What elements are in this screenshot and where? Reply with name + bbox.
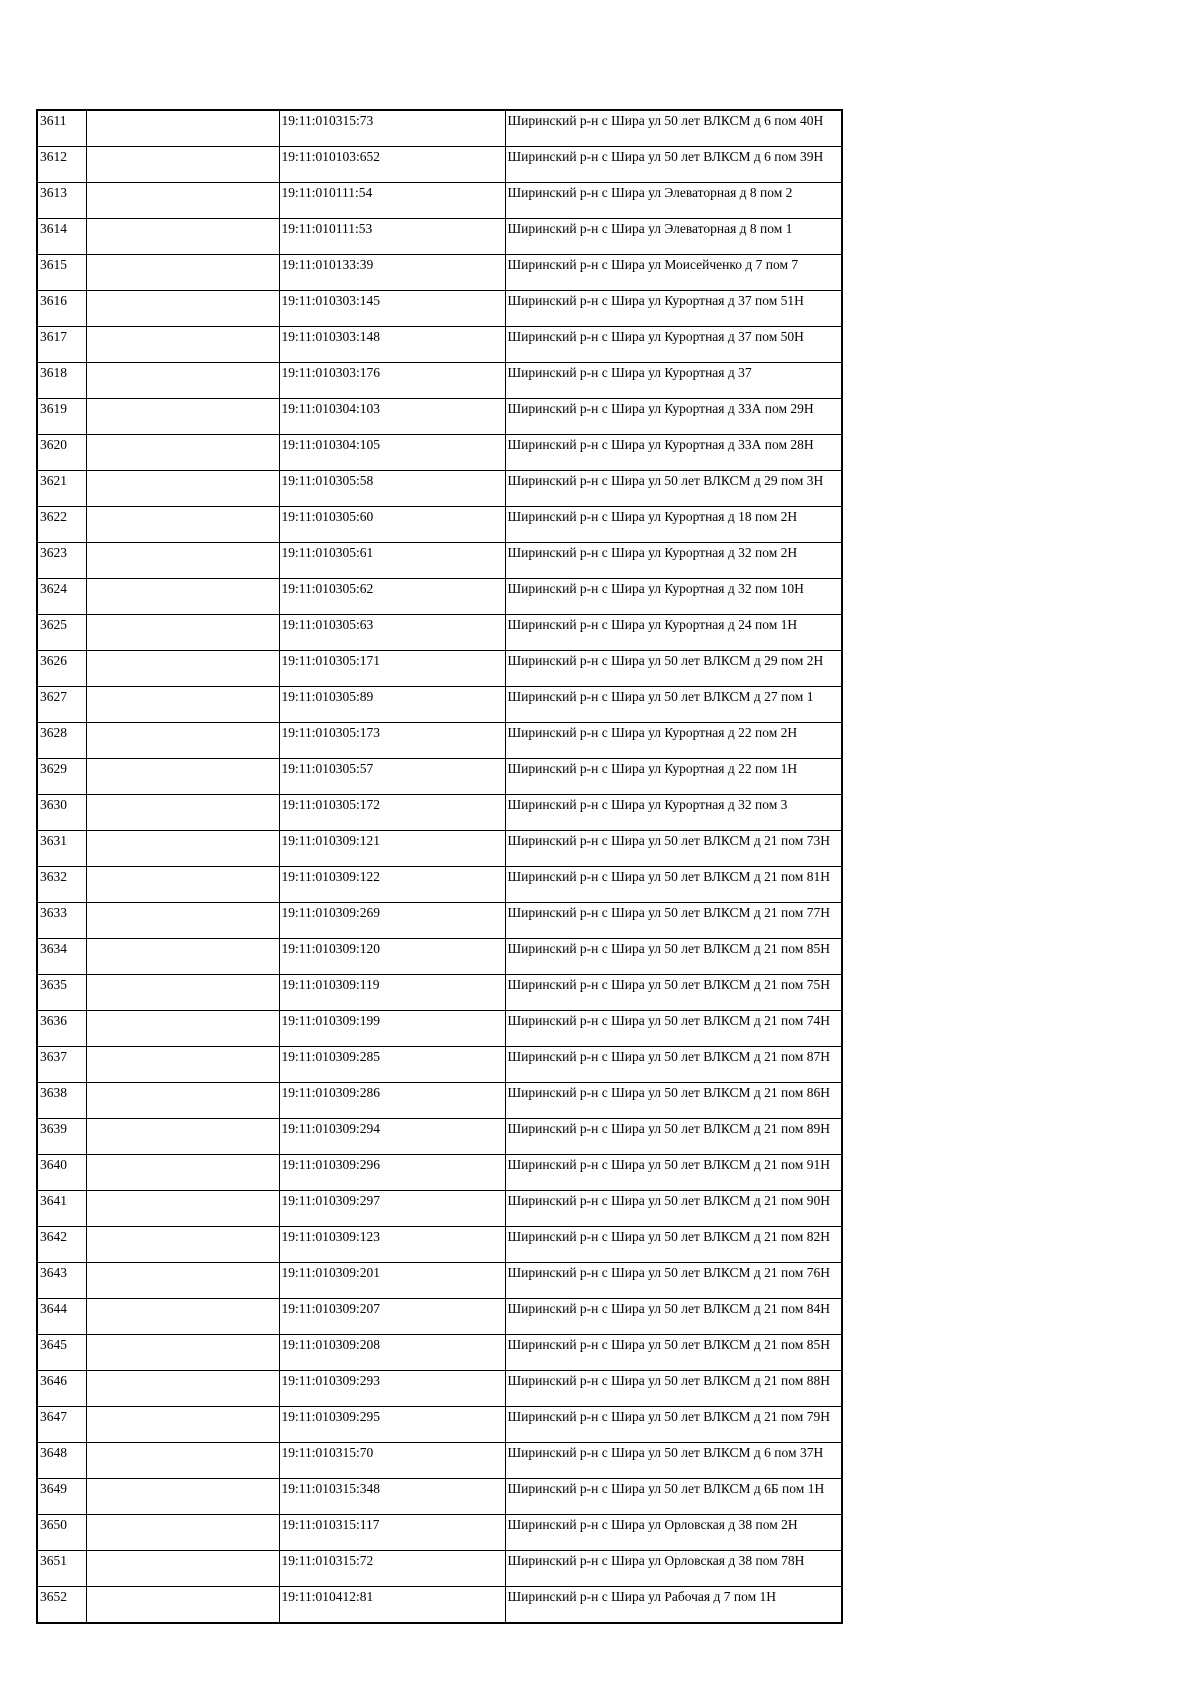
property-table [36, 109, 843, 1624]
address-cell: Ширинский р-н с Шира ул 50 лет ВЛКСМ д 27 пом 1 [505, 687, 842, 723]
address-cell: Ширинский р-н с Шира ул 50 лет ВЛКСМ д 21 пом 89Н [505, 1119, 842, 1155]
address-cell: Ширинский р-н с Шира ул 50 лет ВЛКСМ д 6 пом 37Н [505, 1443, 842, 1479]
table-row [37, 291, 842, 327]
empty-cell [86, 1551, 279, 1587]
row-number-cell: 3651 [37, 1551, 86, 1587]
table-row [37, 759, 842, 795]
table-row [37, 435, 842, 471]
row-number-cell: 3628 [37, 723, 86, 759]
table-row [37, 1551, 842, 1587]
row-number-cell: 3640 [37, 1155, 86, 1191]
table-row [37, 1083, 842, 1119]
row-number-cell: 3649 [37, 1479, 86, 1515]
empty-cell [86, 1515, 279, 1551]
row-number-cell: 3614 [37, 219, 86, 255]
address-cell: Ширинский р-н с Шира ул Курортная д 18 пом 2Н [505, 507, 842, 543]
table-row [37, 1587, 842, 1624]
address-cell: Ширинский р-н с Шира ул Орловская д 38 пом 2Н [505, 1515, 842, 1551]
table-row [37, 1407, 842, 1443]
cadastral-number-cell: 19:11:010303:176 [279, 363, 505, 399]
address-cell: Ширинский р-н с Шира ул Элеваторная д 8 пом 2 [505, 183, 842, 219]
address-cell: Ширинский р-н с Шира ул 50 лет ВЛКСМ д 21 пом 86Н [505, 1083, 842, 1119]
row-number-cell: 3639 [37, 1119, 86, 1155]
cadastral-number-cell: 19:11:010305:61 [279, 543, 505, 579]
empty-cell [86, 435, 279, 471]
empty-cell [86, 507, 279, 543]
cadastral-number-cell: 19:11:010315:72 [279, 1551, 505, 1587]
row-number-cell: 3626 [37, 651, 86, 687]
empty-cell [86, 291, 279, 327]
cadastral-number-cell: 19:11:010412:81 [279, 1587, 505, 1624]
empty-cell [86, 1371, 279, 1407]
row-number-cell: 3644 [37, 1299, 86, 1335]
table-row [37, 867, 842, 903]
table-row [37, 543, 842, 579]
row-number-cell: 3611 [37, 110, 86, 147]
address-cell: Ширинский р-н с Шира ул Курортная д 37 пом 50Н [505, 327, 842, 363]
empty-cell [86, 1047, 279, 1083]
address-cell: Ширинский р-н с Шира ул 50 лет ВЛКСМ д 21 пом 82Н [505, 1227, 842, 1263]
table-row [37, 579, 842, 615]
address-cell: Ширинский р-н с Шира ул 50 лет ВЛКСМ д 6 пом 39Н [505, 147, 842, 183]
cadastral-number-cell: 19:11:010111:53 [279, 219, 505, 255]
row-number-cell: 3648 [37, 1443, 86, 1479]
cadastral-number-cell: 19:11:010303:145 [279, 291, 505, 327]
address-cell: Ширинский р-н с Шира ул 50 лет ВЛКСМ д 21 пом 79Н [505, 1407, 842, 1443]
empty-cell [86, 831, 279, 867]
cadastral-number-cell: 19:11:010309:122 [279, 867, 505, 903]
row-number-cell: 3627 [37, 687, 86, 723]
empty-cell [86, 1407, 279, 1443]
empty-cell [86, 867, 279, 903]
row-number-cell: 3635 [37, 975, 86, 1011]
cadastral-number-cell: 19:11:010309:285 [279, 1047, 505, 1083]
row-number-cell: 3650 [37, 1515, 86, 1551]
cadastral-number-cell: 19:11:010111:54 [279, 183, 505, 219]
address-cell: Ширинский р-н с Шира ул 50 лет ВЛКСМ д 6Б пом 1Н [505, 1479, 842, 1515]
cadastral-number-cell: 19:11:010309:207 [279, 1299, 505, 1335]
empty-cell [86, 975, 279, 1011]
address-cell: Ширинский р-н с Шира ул Рабочая д 7 пом 1Н [505, 1587, 842, 1624]
empty-cell [86, 1155, 279, 1191]
table-row [37, 327, 842, 363]
row-number-cell: 3646 [37, 1371, 86, 1407]
empty-cell [86, 615, 279, 651]
address-cell: Ширинский р-н с Шира ул 50 лет ВЛКСМ д 21 пом 85Н [505, 1335, 842, 1371]
cadastral-number-cell: 19:11:010309:294 [279, 1119, 505, 1155]
table-row [37, 1047, 842, 1083]
cadastral-number-cell: 19:11:010309:199 [279, 1011, 505, 1047]
cadastral-number-cell: 19:11:010315:348 [279, 1479, 505, 1515]
cadastral-number-cell: 19:11:010315:117 [279, 1515, 505, 1551]
row-number-cell: 3622 [37, 507, 86, 543]
cadastral-number-cell: 19:11:010309:121 [279, 831, 505, 867]
cadastral-number-cell: 19:11:010305:172 [279, 795, 505, 831]
row-number-cell: 3618 [37, 363, 86, 399]
table-row [37, 1479, 842, 1515]
table-row [37, 1443, 842, 1479]
empty-cell [86, 147, 279, 183]
row-number-cell: 3619 [37, 399, 86, 435]
row-number-cell: 3630 [37, 795, 86, 831]
row-number-cell: 3636 [37, 1011, 86, 1047]
table-row [37, 471, 842, 507]
empty-cell [86, 255, 279, 291]
table-row [37, 1227, 842, 1263]
cadastral-number-cell: 19:11:010304:103 [279, 399, 505, 435]
table-row [37, 651, 842, 687]
address-cell: Ширинский р-н с Шира ул 50 лет ВЛКСМ д 21 пом 88Н [505, 1371, 842, 1407]
address-cell: Ширинский р-н с Шира ул Курортная д 24 пом 1Н [505, 615, 842, 651]
cadastral-number-cell: 19:11:010133:39 [279, 255, 505, 291]
row-number-cell: 3625 [37, 615, 86, 651]
address-cell: Ширинский р-н с Шира ул 50 лет ВЛКСМ д 29 пом 2Н [505, 651, 842, 687]
address-cell: Ширинский р-н с Шира ул Курортная д 37 пом 51Н [505, 291, 842, 327]
row-number-cell: 3615 [37, 255, 86, 291]
empty-cell [86, 363, 279, 399]
row-number-cell: 3631 [37, 831, 86, 867]
empty-cell [86, 579, 279, 615]
cadastral-number-cell: 19:11:010309:296 [279, 1155, 505, 1191]
cadastral-number-cell: 19:11:010309:295 [279, 1407, 505, 1443]
table-row [37, 399, 842, 435]
row-number-cell: 3624 [37, 579, 86, 615]
table-row [37, 255, 842, 291]
row-number-cell: 3634 [37, 939, 86, 975]
cadastral-number-cell: 19:11:010315:73 [279, 110, 505, 147]
table-row [37, 687, 842, 723]
table-row [37, 183, 842, 219]
table-row [37, 1191, 842, 1227]
table-row [37, 1335, 842, 1371]
empty-cell [86, 1191, 279, 1227]
cadastral-number-cell: 19:11:010103:652 [279, 147, 505, 183]
empty-cell [86, 471, 279, 507]
empty-cell [86, 183, 279, 219]
row-number-cell: 3642 [37, 1227, 86, 1263]
address-cell: Ширинский р-н с Шира ул 50 лет ВЛКСМ д 21 пом 85Н [505, 939, 842, 975]
empty-cell [86, 1479, 279, 1515]
table-row [37, 1119, 842, 1155]
address-cell: Ширинский р-н с Шира ул 50 лет ВЛКСМ д 21 пом 75Н [505, 975, 842, 1011]
empty-cell [86, 1335, 279, 1371]
empty-cell [86, 903, 279, 939]
address-cell: Ширинский р-н с Шира ул 50 лет ВЛКСМ д 21 пом 74Н [505, 1011, 842, 1047]
cadastral-number-cell: 19:11:010309:208 [279, 1335, 505, 1371]
row-number-cell: 3629 [37, 759, 86, 795]
empty-cell [86, 1227, 279, 1263]
address-cell: Ширинский р-н с Шира ул Курортная д 32 пом 3 [505, 795, 842, 831]
row-number-cell: 3638 [37, 1083, 86, 1119]
empty-cell [86, 110, 279, 147]
cadastral-number-cell: 19:11:010305:63 [279, 615, 505, 651]
address-cell: Ширинский р-н с Шира ул Курортная д 37 [505, 363, 842, 399]
cadastral-number-cell: 19:11:010305:60 [279, 507, 505, 543]
row-number-cell: 3621 [37, 471, 86, 507]
cadastral-number-cell: 19:11:010309:201 [279, 1263, 505, 1299]
address-cell: Ширинский р-н с Шира ул 50 лет ВЛКСМ д 21 пом 90Н [505, 1191, 842, 1227]
table-row [37, 147, 842, 183]
row-number-cell: 3633 [37, 903, 86, 939]
row-number-cell: 3623 [37, 543, 86, 579]
address-cell: Ширинский р-н с Шира ул 50 лет ВЛКСМ д 21 пом 77Н [505, 903, 842, 939]
address-cell: Ширинский р-н с Шира ул 50 лет ВЛКСМ д 21 пом 73Н [505, 831, 842, 867]
table-row [37, 1299, 842, 1335]
table-row [37, 1263, 842, 1299]
cadastral-number-cell: 19:11:010309:269 [279, 903, 505, 939]
row-number-cell: 3632 [37, 867, 86, 903]
empty-cell [86, 651, 279, 687]
address-cell: Ширинский р-н с Шира ул Курортная д 32 пом 2Н [505, 543, 842, 579]
address-cell: Ширинский р-н с Шира ул 50 лет ВЛКСМ д 29 пом 3Н [505, 471, 842, 507]
empty-cell [86, 687, 279, 723]
address-cell: Ширинский р-н с Шира ул Курортная д 22 пом 2Н [505, 723, 842, 759]
row-number-cell: 3637 [37, 1047, 86, 1083]
address-cell: Ширинский р-н с Шира ул Орловская д 38 пом 78Н [505, 1551, 842, 1587]
address-cell: Ширинский р-н с Шира ул 50 лет ВЛКСМ д 6 пом 40Н [505, 110, 842, 147]
address-cell: Ширинский р-н с Шира ул Курортная д 22 пом 1Н [505, 759, 842, 795]
table-row [37, 903, 842, 939]
cadastral-number-cell: 19:11:010305:57 [279, 759, 505, 795]
row-number-cell: 3645 [37, 1335, 86, 1371]
cadastral-number-cell: 19:11:010305:173 [279, 723, 505, 759]
empty-cell [86, 1299, 279, 1335]
table-row [37, 795, 842, 831]
row-number-cell: 3620 [37, 435, 86, 471]
table-row [37, 1011, 842, 1047]
table-row [37, 723, 842, 759]
empty-cell [86, 543, 279, 579]
row-number-cell: 3641 [37, 1191, 86, 1227]
row-number-cell: 3612 [37, 147, 86, 183]
cadastral-number-cell: 19:11:010309:293 [279, 1371, 505, 1407]
empty-cell [86, 759, 279, 795]
empty-cell [86, 1587, 279, 1624]
property-table-body [37, 110, 842, 1623]
row-number-cell: 3652 [37, 1587, 86, 1624]
table-row [37, 1515, 842, 1551]
address-cell: Ширинский р-н с Шира ул Курортная д 33А пом 28Н [505, 435, 842, 471]
address-cell: Ширинский р-н с Шира ул 50 лет ВЛКСМ д 21 пом 81Н [505, 867, 842, 903]
empty-cell [86, 327, 279, 363]
address-cell: Ширинский р-н с Шира ул 50 лет ВЛКСМ д 21 пом 76Н [505, 1263, 842, 1299]
cadastral-number-cell: 19:11:010305:58 [279, 471, 505, 507]
empty-cell [86, 1011, 279, 1047]
address-cell: Ширинский р-н с Шира ул 50 лет ВЛКСМ д 21 пом 91Н [505, 1155, 842, 1191]
empty-cell [86, 723, 279, 759]
empty-cell [86, 1263, 279, 1299]
cadastral-number-cell: 19:11:010305:62 [279, 579, 505, 615]
address-cell: Ширинский р-н с Шира ул Курортная д 33А пом 29Н [505, 399, 842, 435]
cadastral-number-cell: 19:11:010309:119 [279, 975, 505, 1011]
cadastral-number-cell: 19:11:010309:286 [279, 1083, 505, 1119]
empty-cell [86, 219, 279, 255]
table-row [37, 1371, 842, 1407]
table-row [37, 831, 842, 867]
address-cell: Ширинский р-н с Шира ул 50 лет ВЛКСМ д 21 пом 84Н [505, 1299, 842, 1335]
empty-cell [86, 939, 279, 975]
row-number-cell: 3647 [37, 1407, 86, 1443]
cadastral-number-cell: 19:11:010309:297 [279, 1191, 505, 1227]
address-cell: Ширинский р-н с Шира ул Моисейченко д 7 пом 7 [505, 255, 842, 291]
empty-cell [86, 1083, 279, 1119]
address-cell: Ширинский р-н с Шира ул Курортная д 32 пом 10Н [505, 579, 842, 615]
table-row [37, 615, 842, 651]
table-row [37, 507, 842, 543]
cadastral-number-cell: 19:11:010304:105 [279, 435, 505, 471]
row-number-cell: 3613 [37, 183, 86, 219]
cadastral-number-cell: 19:11:010303:148 [279, 327, 505, 363]
empty-cell [86, 795, 279, 831]
table-row [37, 939, 842, 975]
cadastral-number-cell: 19:11:010305:171 [279, 651, 505, 687]
address-cell: Ширинский р-н с Шира ул 50 лет ВЛКСМ д 21 пом 87Н [505, 1047, 842, 1083]
table-row [37, 975, 842, 1011]
cadastral-number-cell: 19:11:010309:120 [279, 939, 505, 975]
row-number-cell: 3643 [37, 1263, 86, 1299]
row-number-cell: 3616 [37, 291, 86, 327]
cadastral-number-cell: 19:11:010305:89 [279, 687, 505, 723]
address-cell: Ширинский р-н с Шира ул Элеваторная д 8 пом 1 [505, 219, 842, 255]
cadastral-number-cell: 19:11:010315:70 [279, 1443, 505, 1479]
empty-cell [86, 1119, 279, 1155]
table-row [37, 219, 842, 255]
table-row [37, 363, 842, 399]
cadastral-number-cell: 19:11:010309:123 [279, 1227, 505, 1263]
empty-cell [86, 399, 279, 435]
table-row [37, 1155, 842, 1191]
table-row [37, 110, 842, 147]
row-number-cell: 3617 [37, 327, 86, 363]
empty-cell [86, 1443, 279, 1479]
